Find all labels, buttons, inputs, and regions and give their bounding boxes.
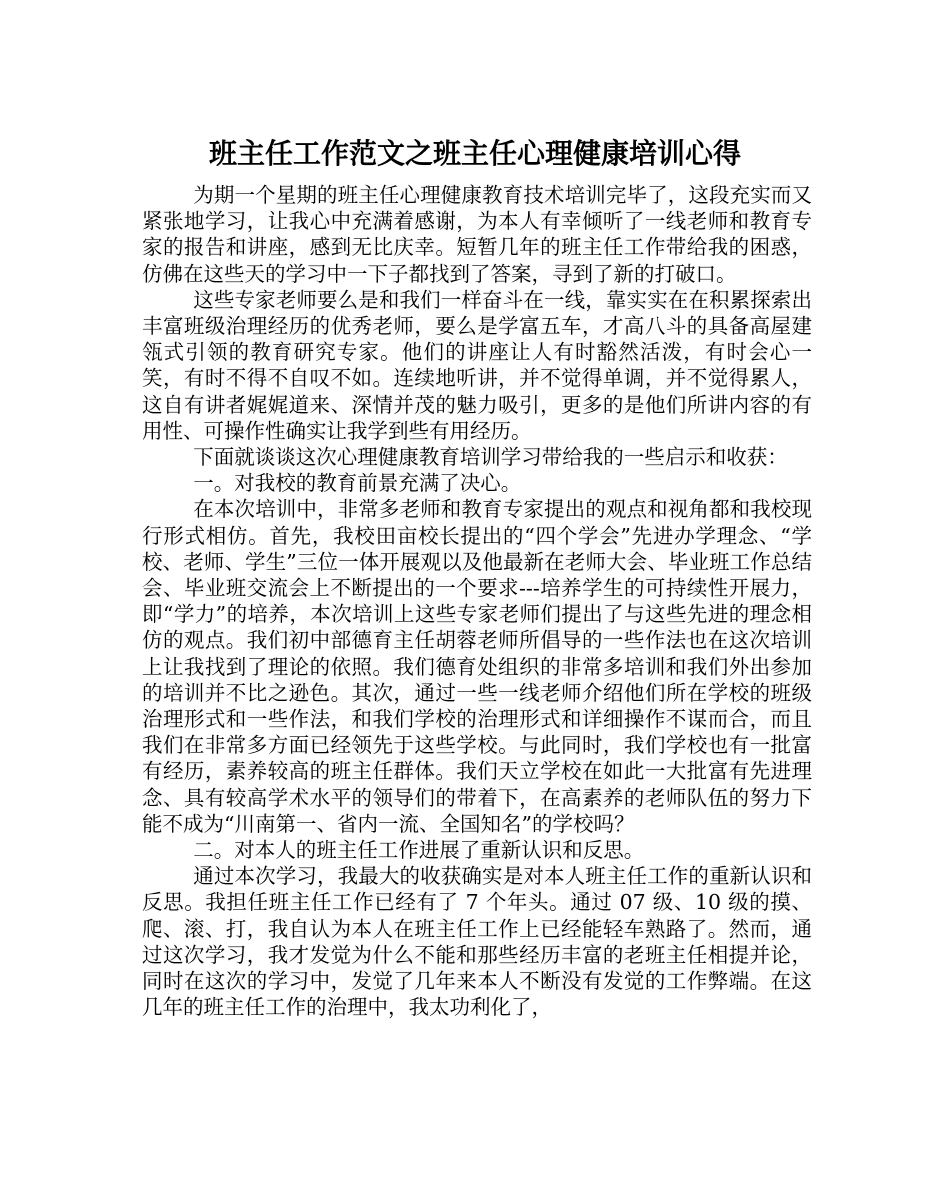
paragraph-intro: 为期一个星期的班主任心理健康教育技术培训完毕了，这段充实而又紧张地学习，让我心中充满着感谢，为本人有幸倾听了一线老师和教育专家的报告和讲座，感到无比庆幸。短暂几年的班主任工作带给我的困惑，仿佛在这些天的学习中一下子都找到了答案，寻到了新的打破口。 (142, 183, 812, 286)
paragraph-experts: 这些专家老师要么是和我们一样奋斗在一线，靠实实在在积累探索出丰富班级治理经历的优秀老师，要么是学富五车，才高八斗的具备高屋建瓴式引领的教育研究专家。他们的讲座让人有时豁然活泼，有时会心一笑，有时不得不自叹不如。连续地听讲，并不觉得单调，并不觉得累人，这自有讲者娓娓道来、深情并茂的魅力吸引，更多的是他们所讲内容的有用性、可操作性确实让我学到些有用经历。 (142, 287, 812, 443)
paragraph-section-1: 在本次培训中，非常多老师和教育专家提出的观点和视角都和我校现行形式相仿。首先，我校田亩校长提出的“四个学会”先进办学理念、“学校、老师、学生”三位一体开展观以及他最新在老师大会、毕业班工作总结会、毕业班交流会上不断提出的一个要求---培养学生的可持续性开展力，即“学力”的培养，本次培训上这些专家老师们提出了与这些先进的理念相仿的观点。我们初中部德育主任胡蓉老师所倡导的一些作法也在这次培训上让我找到了理论的依照。我们德育处组织的非常多培训和我们外出参加的培训并不比之逊色。其次，通过一些一线老师介绍他们所在学校的班级治理形式和一些作法，和我们学校的治理形式和详细操作不谋而合，而且我们在非常多方面已经领先于这些学校。与此同时，我们学校也有一批富有经历，素养较高的班主任群体。我们天立学校在如此一大批富有先进理念、具有较高学术水平的领导们的带着下，在高素养的老师队伍的努力下能不成为“川南第一、省内一流、全国知名”的学校吗？ (142, 497, 812, 836)
document-body (142, 182, 812, 1021)
paragraph-section-2: 通过本次学习，我最大的收获确实是对本人班主任工作的重新认识和反思。我担任班主任工作已经有了 7 个年头。通过 07 级、10 级的摸、爬、滚、打，我自认为本人在班主任工作上已经能轻车熟路了。然而，通过这次学习，我才发觉为什么不能和那些经历丰富的老班主任相提并论，同时在这次的学习中，发觉了几年来本人不断没有发觉的工作弊端。在这几年的班主任工作的治理中，我太功利化了， (142, 864, 812, 1020)
paragraph-summary-lead: 下面就谈谈这次心理健康教育培训学习带给我的一些启示和收获： (193, 445, 788, 470)
section-heading-1: 一。对我校的教育前景充满了决心。 (193, 471, 522, 496)
section-heading-2: 二。对本人的班主任工作进展了重新认识和反思。 (193, 838, 645, 863)
document-title: 班主任工作范文之班主任心理健康培训心得 (208, 137, 741, 170)
